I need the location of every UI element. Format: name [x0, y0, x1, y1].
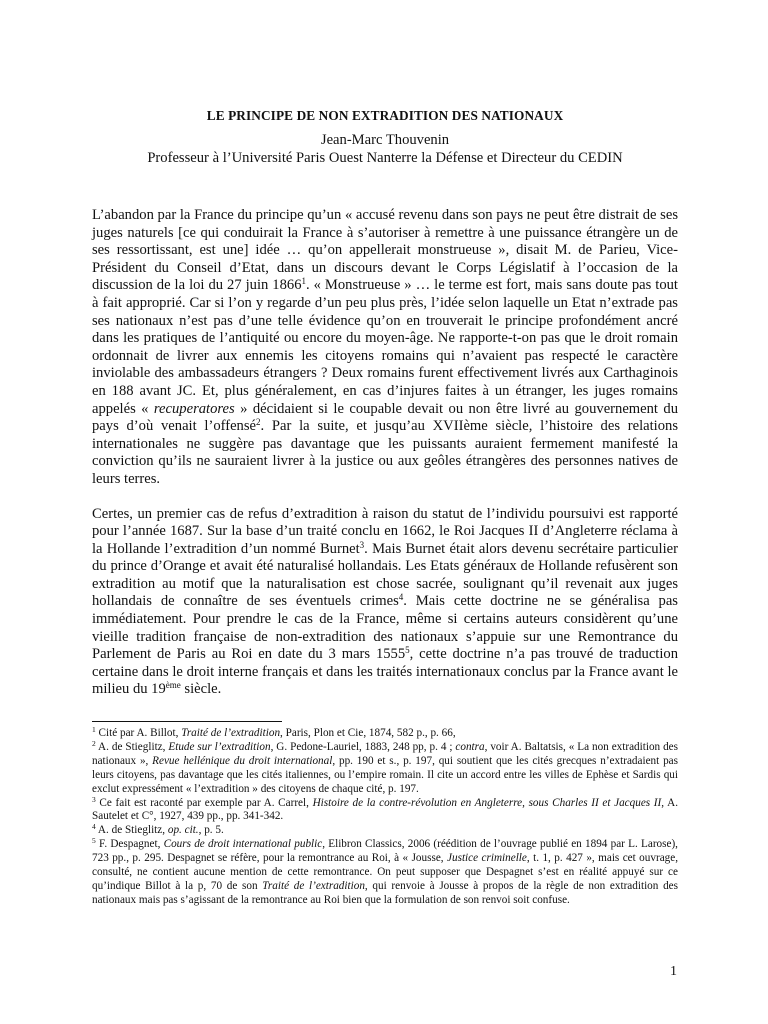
document-title: [92, 108, 678, 124]
footnote-1: $^1$ Cité par A. Billot, Traité de l’extradition, Paris, Plon et Cie, 1874, 582 p., p. 66,: [92, 725, 456, 740]
document-page: [92, 108, 678, 908]
title-rest: E PRINCIPE DE NON EXTRADITION DES NATIONAUX: [215, 108, 564, 123]
footnote-5: $^5$ F. Despagnet, Cours de droit international public, Elibron Classics, 2006 (réédition de l’ouvrage publié en 1894 par L. Larose), 723 pp., p. 295. Despagnet se réfère, pour la remontrance au Roi, à « Jousse, Justice criminelle, t. 1, p. 427 », mais cet ouvrage, consulté, ne contient aucune mention de cette remontrance. On peut supposer que Despagnet s’est en réalité appuyé sur ce qu’indique Billot à la p, 70 de son Traité de l’extradition, qui renvoie à Jousse à propos de la règle de non extradition des nationaux mais pas s’agissant de la remontrance au Roi bien que la formulation de son renvoi soit confuse.: [92, 836, 679, 906]
author-name: Jean-Marc Thouvenin: [320, 132, 450, 148]
footnote-2: $^2$ A. de Stieglitz, Etude sur l’extradition, G. Pedone-Lauriel, 1883, 248 pp, p. 4 ; contra, voir A. Baltatsis, « La non extradition des nationaux », Revue hellénique du droit international, pp. 190 et s., p. 197, qui soutient que les cités grecques n’extradaient pas leurs citoyens, pas davantage que les cités italiennes, ou l’empire romain. Il cite un accord entre les villes de Ephèse et Sardis qui exclut expressément « l’extradition » des citoyens de chaque cité, p. 197.: [92, 738, 678, 795]
footnote-3: $^3$ Ce fait est raconté par exemple par A. Carrel, Histoire de la contre-révolution en Angleterre, sous Charles II et Jacques II, A. Sautelet et C°, 1927, 439 pp., pp. 341-342.: [92, 794, 678, 823]
footnote-ref-3[interactable]: 3: [359, 539, 365, 550]
footnote-ref-2[interactable]: 2: [256, 417, 261, 428]
footnote-ref-1[interactable]: 1: [301, 276, 306, 287]
paragraph-2: Certes, un premier cas de refus d’extradition à raison du statut de l’individu poursuivi est rapporté pour l’année 1687. Sur la base d’un traité conclu en 1662, le Roi Jacques II d’Angleterre réclama à la Hollande l’extradition d’un nommé Burnet$^3$. Mais Burnet était alors devenu secrétaire particulier du prince d’Orange et avait été naturalisé hollandais. Les Etats généraux de Hollande refusèrent son extradition au motif que la naturalisation est chose sacrée, soulignant qu’il revenait aux juges hollandais de connaître de ses éventuels crimes$^4$. Mais cette doctrine ne se généralisa pas immédiatement. Pour prendre le cas de la France, même si certains auteurs considèrent qu’une vieille tradition française de non-extradition des nationaux s’appuie sur une Remontrance du Parlement de Paris au Roi en date du 3 mars 1555$^5$, cette doctrine n’a pas trouvé de traduction certaine dans le droit interne français et dans les traités internationaux conclus par la France avant le milieu du 19ème siècle.: [92, 505, 678, 698]
superscript-eme: ème: [165, 680, 181, 691]
footnote-4: $^4$ A. de Stieglitz, op. cit., p. 5.: [92, 822, 224, 837]
paragraph-1: L’abandon par la France du principe qu’un « accusé revenu dans son pays ne peut être distrait de ses juges naturels [ce qui conduirait la France à s’autoriser à remettre à une puissance étrangère un de ses ressortissant, est une] idée … qu’on appellerait monstrueuse », disait M. de Parieu, Vice-Président du Conseil d’Etat, dans un discours devant le Corps Législatif à l’occasion de la discussion de la loi du 27 juin 1866$^1$. « Monstrueuse » … le terme est fort, mais sans doute pas tout à fait approprié. Car si l’on y regarde d’un peu plus près, l’idée selon laquelle un Etat n’extrade pas ses nationaux n’est pas d’une telle évidence qu’on en trouverait le principe profondément ancré dans les pratiques de l’antiquité ou encore du moyen-âge. Ne rapporte-t-on pas que le droit romain ordonnait de livrer aux ennemis les citoyens romains qui n’avaient pas respecté le caractère inviolable des ambassadeurs étrangers ? Deux romains furent effectivement livrés aux Carthaginois en 188 avant JC. Et, plus généralement, en cas d’injures faites à un étranger, les juges romains appelés « recuperatores » décidaient si le coupable devait ou non être livré au gouvernement du pays d’où venait l’offensé$^2$. Par la suite, et jusqu’au XVIIème siècle, l’histoire des relations internationales ne suggère pas davantage que les puissants auraient fermement manifesté la conviction qu’ils ne sauraient livrer à la justice ou aux geôles étrangères des personnes natives de leurs terres.: [92, 207, 679, 487]
author-affiliation: Professeur à l’Université Paris Ouest Nanterre la Défense et Directeur du CEDIN: [147, 150, 623, 166]
page-number: 1: [670, 964, 677, 979]
footnotes: [92, 727, 678, 908]
footnote-separator: [92, 721, 282, 722]
title-initial: L: [206, 108, 216, 123]
body-text: [92, 207, 678, 699]
footnote-ref-4[interactable]: 4: [398, 592, 404, 603]
footnote-ref-5[interactable]: 5: [405, 645, 410, 656]
